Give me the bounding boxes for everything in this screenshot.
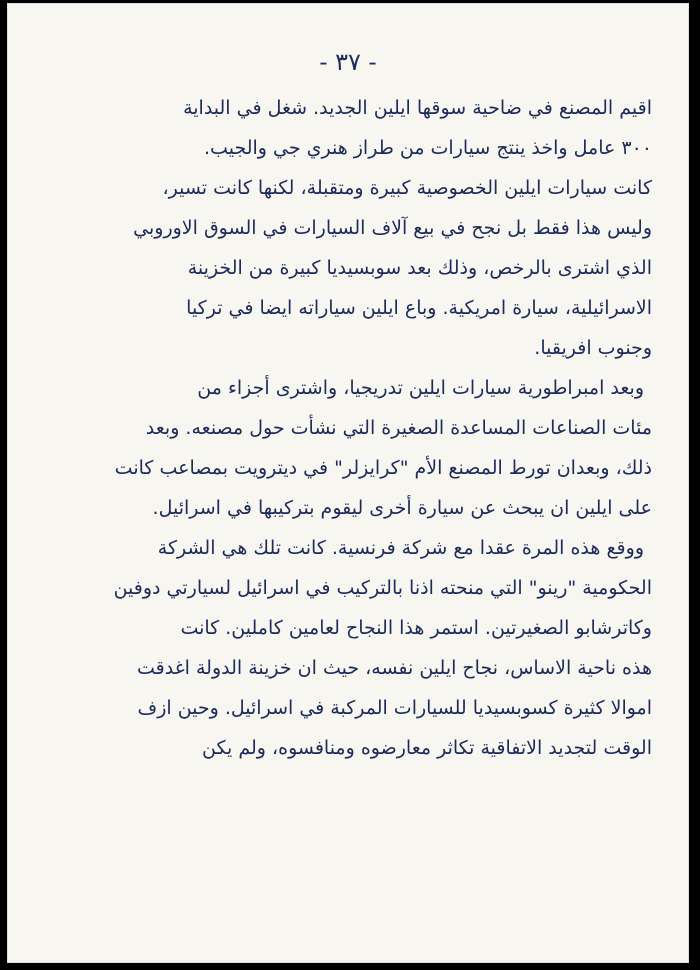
text-line: وكاترشابو الصغيرتين. استمر هذا النجاح لعامين كاملين. كانت	[180, 617, 652, 639]
text-line: الحكومية "رينو" التي منحته اذنا بالتركيب في اسرائيل لسيارتي دوفين	[113, 577, 652, 599]
text-line: وليس هذا فقط بل نجح في بيع آلاف السيارات في السوق الاوروبي	[133, 217, 652, 239]
text-line: كانت سيارات ايلين الخصوصية كبيرة ومتقبلة، لكنها كانت تسير،	[162, 177, 652, 199]
handwritten-text-body	[44, 88, 652, 768]
text-line: على ايلين ان يبحث عن سيارة أخرى ليقوم بتركيبها في اسرائيل.	[152, 497, 652, 519]
text-line: ووقع هذه المرة عقدا مع شركة فرنسية. كانت تلك هي الشركة	[157, 537, 644, 559]
text-line: وجنوب افريقيا.	[534, 337, 652, 359]
text-line: الاسرائيلية، سيارة امريكية. وباع ايلين سياراته ايضا في تركيا	[186, 297, 652, 319]
text-line: الذي اشترى بالرخص، وذلك بعد سوبسيديا كبيرة من الخزينة	[187, 257, 652, 279]
text-line: ٣٠٠ عامل واخذ ينتج سيارات من طراز هنري جي والجيب.	[204, 137, 652, 159]
text-line: وبعد امبراطورية سيارات ايلين تدريجيا، واشترى أجزاء من	[197, 377, 644, 399]
page-number: - ٣٧ -	[319, 48, 377, 76]
text-line: اموالا كثيرة كسوبسيديا للسيارات المركبة في اسرائيل. وحين ازف	[137, 697, 652, 719]
text-line: مئات الصناعات المساعدة الصغيرة التي نشأت حول مصنعه. وبعد	[145, 417, 652, 439]
text-line: هذه ناحية الاساس، نجاح ايلين نفسه، حيث ان خزينة الدولة اغدقت	[137, 657, 652, 679]
document-page	[8, 4, 688, 962]
text-line: الوقت لتجديد الاتفاقية تكاثر معارضوه ومنافسوه، ولم يكن	[202, 737, 652, 759]
text-line: ذلك، وبعدان تورط المصنع الأم "كرايزلر" في ديترويت بمصاعب كانت	[114, 457, 652, 479]
text-line: اقيم المصنع في ضاحية سوقها ايلين الجديد. شغل في البداية	[183, 97, 652, 119]
